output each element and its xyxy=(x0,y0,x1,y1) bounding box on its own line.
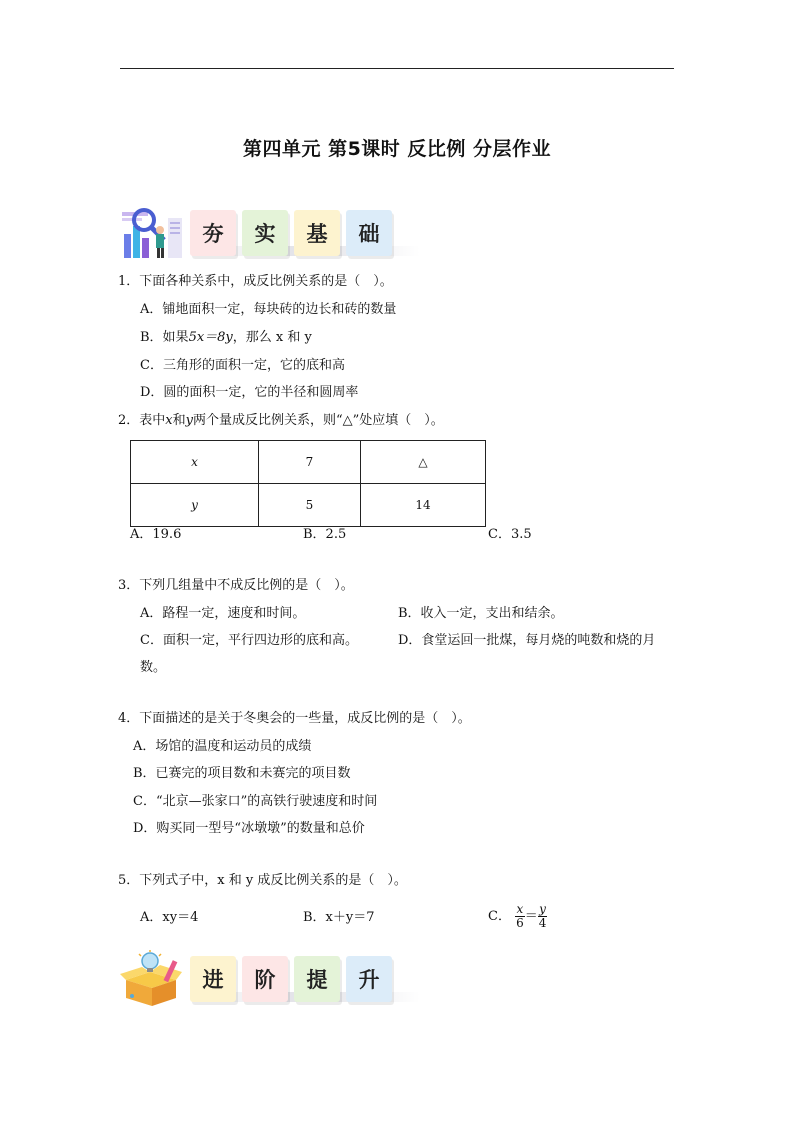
q1-stem: 1．下面各种关系中，成反比例关系的是（ ）。 xyxy=(118,274,393,289)
banner-tile-4: 升 xyxy=(346,956,392,1002)
q4-option-a: A．场馆的温度和运动员的成绩 xyxy=(133,739,312,754)
q3-option-c: C．面积一定，平行四边形的底和高。 xyxy=(140,633,358,648)
table-cell: 7 xyxy=(259,441,361,484)
q1-option-b xyxy=(140,329,312,347)
q2-stem-prefix: 2．表中 xyxy=(118,413,166,428)
table-cell: 14 xyxy=(361,484,486,527)
table-row xyxy=(131,441,486,484)
q2-option-a: A．19.6 xyxy=(130,527,182,542)
section-banner-basic xyxy=(120,204,420,262)
q5-option-b: B．x＋y＝7 xyxy=(303,910,375,925)
q4-option-b: B．已赛完的项目数和未赛完的项目数 xyxy=(133,766,351,781)
q2-option-c: C．3.5 xyxy=(488,527,532,542)
q1-option-a: A．铺地面积一定，每块砖的边长和砖的数量 xyxy=(140,302,397,317)
q5-equals: ＝ xyxy=(524,909,538,924)
q1-option-d: D．圆的面积一定，它的半径和圆周率 xyxy=(140,385,359,400)
q1-option-b-suffix: ，那么 x 和 y xyxy=(232,330,312,345)
q5-option-c xyxy=(488,902,547,932)
idea-box-icon xyxy=(120,950,186,1008)
table-cell: 5 xyxy=(259,484,361,527)
table-cell: △ xyxy=(361,441,486,484)
banner-tile-1: 进 xyxy=(190,956,236,1002)
table-cell: y xyxy=(131,484,259,527)
q5-stem: 5．下列式子中，x 和 y 成反比例关系的是（ ）。 xyxy=(118,873,407,888)
fraction-numerator: x xyxy=(516,902,524,916)
q1-option-b-prefix: B．如果 xyxy=(140,330,189,345)
q5-fraction-y xyxy=(538,903,548,930)
q3-option-d-continued: 数。 xyxy=(140,660,167,675)
banner-tile-4: 础 xyxy=(346,210,392,256)
page-title: 第四单元 第5课时 反比例 分层作业 xyxy=(242,138,552,160)
q2-stem-suffix: 两个量成反比例关系，则“△”处应填（ ）。 xyxy=(193,413,444,428)
banner-tile-1: 夯 xyxy=(190,210,236,256)
fraction-denominator: 6 xyxy=(516,916,524,930)
header-rule xyxy=(120,68,674,69)
q1-option-c: C．三角形的面积一定，它的底和高 xyxy=(140,358,345,373)
magnifier-chart-icon xyxy=(120,204,186,262)
fraction-denominator: 4 xyxy=(538,916,547,930)
q2-table xyxy=(130,440,486,527)
q2-option-b: B．2.5 xyxy=(303,527,347,542)
table-row xyxy=(131,484,486,527)
banner-tile-2: 阶 xyxy=(242,956,288,1002)
q3-stem: 3．下列几组量中不成反比例的是（ ）。 xyxy=(118,578,354,593)
fraction-numerator: y xyxy=(539,902,546,916)
q2-var-x: x xyxy=(165,413,173,428)
q3-option-b: B．收入一定，支出和结余。 xyxy=(398,606,564,621)
q4-option-d: D．购买同一型号“冰墩墩”的数量和总价 xyxy=(133,821,365,836)
q3-option-d: D．食堂运回一批煤，每月烧的吨数和烧的月 xyxy=(398,633,656,648)
q5-option-c-prefix: C． xyxy=(488,909,511,924)
q2-stem xyxy=(118,412,444,430)
q5-fraction-x xyxy=(515,903,525,930)
q5-option-a: A．xy＝4 xyxy=(140,910,199,925)
banner-tile-3: 基 xyxy=(294,210,340,256)
q3-option-a: A．路程一定，速度和时间。 xyxy=(140,606,306,621)
section-banner-advanced xyxy=(120,950,420,1008)
q1-option-b-equation: 5x＝8y xyxy=(188,330,233,345)
banner-tile-3: 提 xyxy=(294,956,340,1002)
q4-option-c: C．“北京—张家口”的高铁行驶速度和时间 xyxy=(133,794,378,809)
banner-tile-2: 实 xyxy=(242,210,288,256)
table-cell: x xyxy=(131,441,259,484)
q2-and: 和 xyxy=(172,413,186,428)
q4-stem: 4．下面描述的是关于冬奥会的一些量，成反比例的是（ ）。 xyxy=(118,711,471,726)
q2-var-y: y xyxy=(185,413,193,428)
